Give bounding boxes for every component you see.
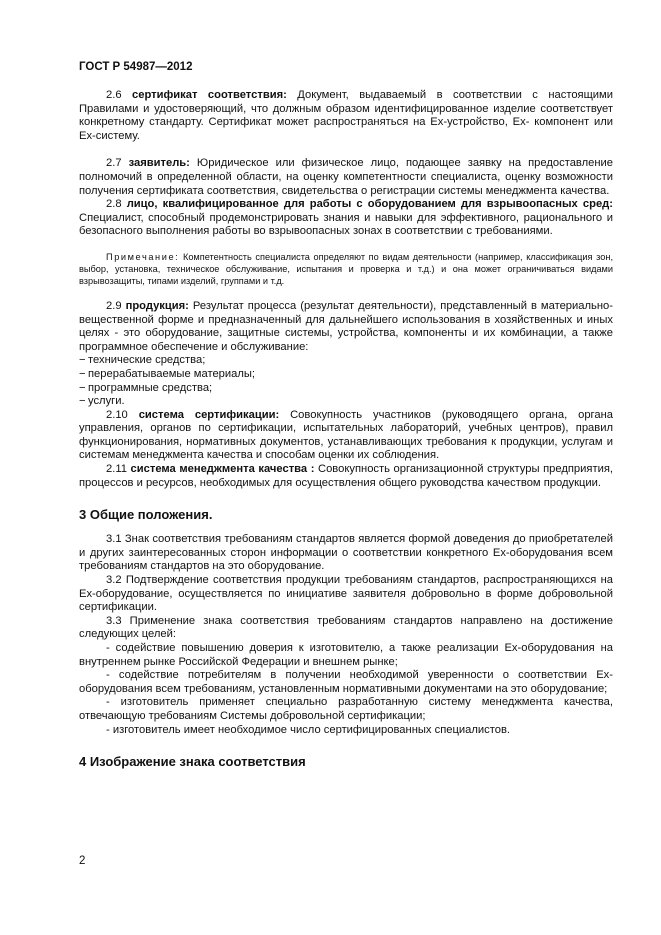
page-content xyxy=(79,89,613,770)
item-number: 2.6 xyxy=(106,89,132,101)
term: лицо, квалифицированное для работы с оборудованием для взрывоопасных сред: xyxy=(126,198,613,211)
item-number: 2.11 xyxy=(106,463,131,476)
page-number: 2 xyxy=(79,855,86,867)
paragraph-3-3: 3.3 Применение знака соответствия требованиям стандартов направлено на достижение следующих целей: xyxy=(79,614,613,641)
definition-2-9 xyxy=(79,300,613,354)
dash-bullet: − xyxy=(79,395,86,408)
goal-item: - изготовитель применяет специально разработанную систему менеджмента качества, отвечающую требованиям Системы добровольной сертификации; xyxy=(79,696,613,722)
item-number: 2.9 xyxy=(106,299,126,312)
definition-text: Результат процесса (результат деятельности), представленный в материально-вещественной форме и предназначенный для дальнейшего использования в хозяйственных и иных целях - это оборудование, защитные системы, устройства, компоненты и их комбинации, а также программное обеспечение и обслуживание: xyxy=(79,299,613,353)
dash-bullet: − xyxy=(79,367,86,380)
definition-text: Специалист, способный продемонстрировать знания и навыки для эффективного, рационального и безопасного выполнения работы во взрывоопасных зонах в соответствии с требованиями. xyxy=(79,211,613,238)
definition-2-6 xyxy=(79,89,613,143)
list-item: − программные средства; xyxy=(79,381,213,394)
term: сертификат соответствия: xyxy=(132,89,287,101)
note-text: Компетентность специалиста определяют по видам деятельности (например, классификация зон, выбор, установка, техническое обслуживание, испытания и проверка и т.д.) и она может ограничиваться видами взрывозащиты, типами изделий, группами и т.д. xyxy=(79,251,613,286)
definition-text: Совокупность участников (руководящего органа, органа управления, органов по сертификации, испытательных лабораторий, учебных центров), правил функционирования, нормативных документов, устанавливающих требования к продукции, услугам и системам менеджмента качества и способам оценки их соблюдения. xyxy=(79,408,614,462)
dash-bullet: − xyxy=(79,381,86,394)
section-3-heading: 3 Общие положения. xyxy=(79,507,213,523)
definition-2-10 xyxy=(79,409,613,463)
definition-2-8 xyxy=(79,198,613,239)
definition-text: Документ, выдаваемый в соответствии с настоящими Правилами и удостоверяющий, что должным образом идентифицированное изделие соответствует конкретному стандарту. Сертификат может распространяться на Ех-устройство, Ex- компонент или Ех-систему. xyxy=(79,89,613,142)
paragraph-3-1: 3.1 Знак соответствия требованиям стандартов является формой доведения до приобретателей и других заинтересованных сторон информации о соответствии конкретного Ex-оборудования всем требованиям стандартов на это оборудование. xyxy=(79,533,613,573)
section-4-heading: 4 Изображение знака соответствия xyxy=(79,754,306,770)
term: продукция: xyxy=(125,299,189,312)
dash-bullet: − xyxy=(79,354,86,367)
definition-text: Совокупность организационной структуры предприятия, процессов и ресурсов, необходимых для осуществления общего руководства качеством продукции. xyxy=(79,463,613,489)
definition-2-7 xyxy=(79,157,613,198)
standard-header: ГОСТ Р 54987—2012 xyxy=(79,61,193,73)
term: заявитель: xyxy=(128,157,190,170)
goal-item: - содействие потребителям в получении необходимой уверенности о соответствии Ех-оборудования всем требованиям, установленным нормативными документами на это оборудование; xyxy=(79,669,613,695)
item-number: 2.7 xyxy=(106,157,129,170)
definition-text: Юридическое или физическое лицо, подающее заявку на предоставление полномочий в определенной области, на оценку компетентности специалиста, оценку возможности получения сертификата соответствия, свидетельства о регистрации системы менеджмента качества. xyxy=(79,157,613,197)
list-item: − перерабатываемые материалы; xyxy=(79,367,256,380)
definition-2-11 xyxy=(79,463,613,490)
list-item: − услуги. xyxy=(79,395,125,408)
note-label: Примечание: xyxy=(106,251,180,262)
item-number: 2.8 xyxy=(106,198,127,211)
list-item: − технические средства; xyxy=(79,354,206,367)
paragraph-3-2: 3.2 Подтверждение соответствия продукции требованиям стандартов, распространяющихся на Ех-оборудование, осуществляется по инициативе заявителя добровольно в форме добровольной сертификации. xyxy=(79,574,613,614)
term: система сертификации: xyxy=(138,408,280,421)
goal-item: - изготовитель имеет необходимое число сертифицированных специалистов. xyxy=(106,723,511,736)
item-number: 2.10 xyxy=(106,408,139,421)
note-paragraph xyxy=(79,251,613,287)
term: система менеджмента качества : xyxy=(130,463,315,476)
goal-item: - содействие повышению доверия к изготовителю, а также реализации Ех-оборудования на внутреннем рынке Российской Федерации и внешнем рынке; xyxy=(79,642,613,668)
